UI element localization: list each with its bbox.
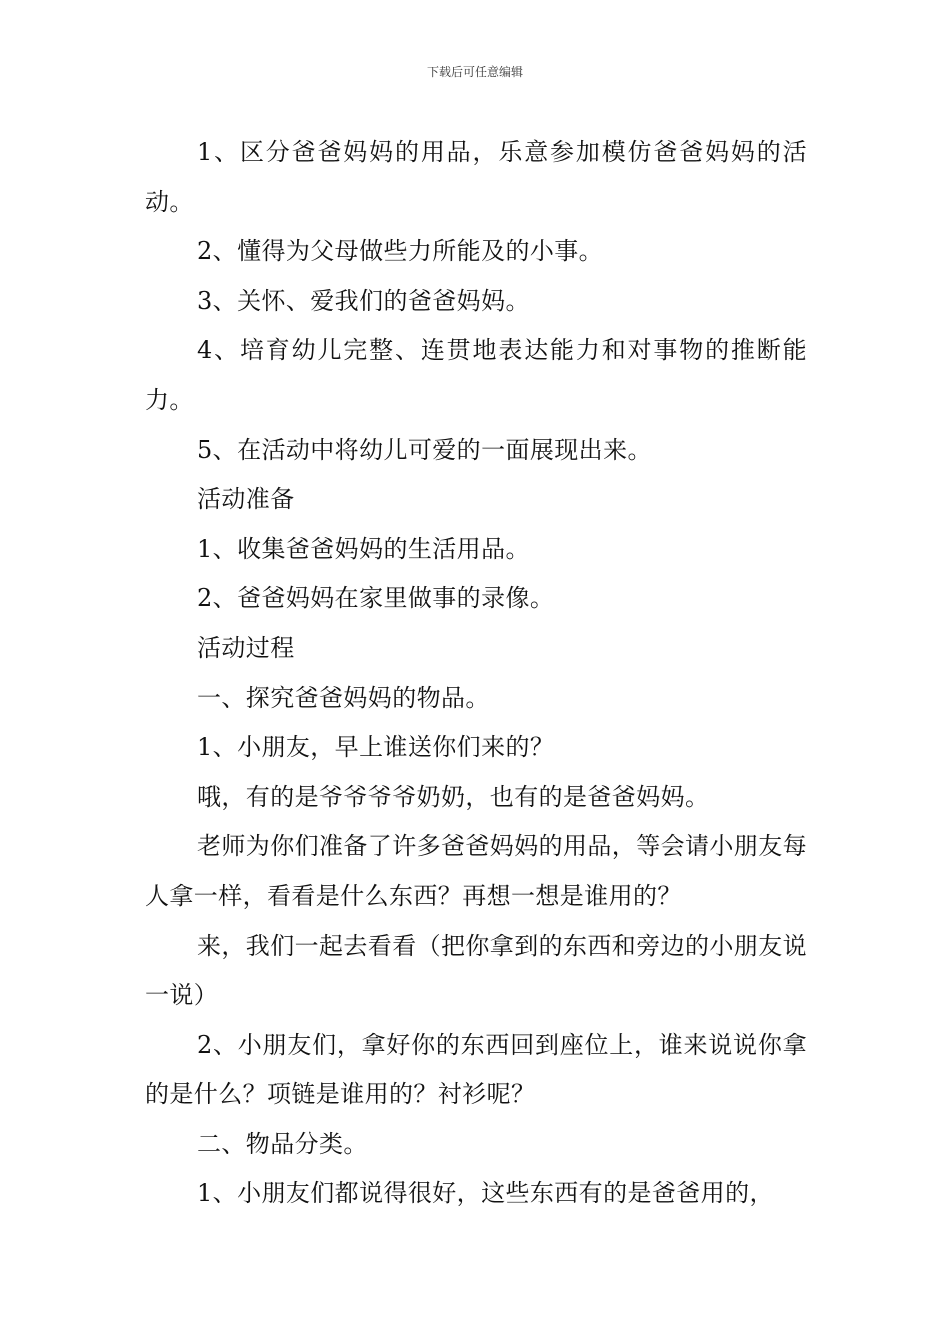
paragraph-goal-3: 3、关怀、爱我们的爸爸妈妈。: [197, 286, 530, 315]
paragraph-question-1: 1、小朋友，早上谁送你们来的？: [197, 733, 555, 762]
page-header: 下载后可任意编辑: [426, 65, 523, 79]
paragraph-step-two: 二、物品分类。: [197, 1129, 368, 1158]
paragraph-question-2: 2、小朋友们，拿好你的东西回到座位上，谁来说说你拿的是什么？项链是谁用的？衬衫呢？: [145, 1030, 807, 1109]
paragraph-prep-2: 2、爸爸妈妈在家里做事的录像。: [197, 584, 555, 613]
section-heading-process: 活动过程: [197, 633, 295, 662]
paragraph-look-together: 来，我们一起去看看（把你拿到的东西和旁边的小朋友说一说）: [145, 931, 807, 1010]
paragraph-goal-1: 1、区分爸爸妈妈的用品，乐意参加模仿爸爸妈妈的活动。: [145, 138, 807, 216]
paragraph-step-one: 一、探究爸爸妈妈的物品。: [197, 683, 490, 712]
paragraph-answer: 哦，有的是爷爷爷爷奶奶，也有的是爸爸妈妈。: [197, 782, 710, 811]
paragraph-goal-5: 5、在活动中将幼儿可爱的一面展现出来。: [197, 435, 652, 464]
paragraph-goal-2: 2、懂得为父母做些力所能及的小事。: [197, 237, 604, 266]
paragraph-prep-1: 1、收集爸爸妈妈的生活用品。: [197, 534, 530, 563]
section-heading-preparation: 活动准备: [197, 485, 295, 514]
paragraph-classify-1: 1、小朋友们都说得很好，这些东西有的是爸爸用的，: [197, 1179, 774, 1208]
paragraph-goal-4: 4、培育幼儿完整、连贯地表达能力和对事物的推断能力。: [145, 336, 807, 414]
document-body: [145, 128, 807, 1219]
paragraph-teacher: 老师为你们准备了许多爸爸妈妈的用品，等会请小朋友每人拿一样，看看是什么东西？再想一想是谁用的？: [145, 832, 807, 910]
